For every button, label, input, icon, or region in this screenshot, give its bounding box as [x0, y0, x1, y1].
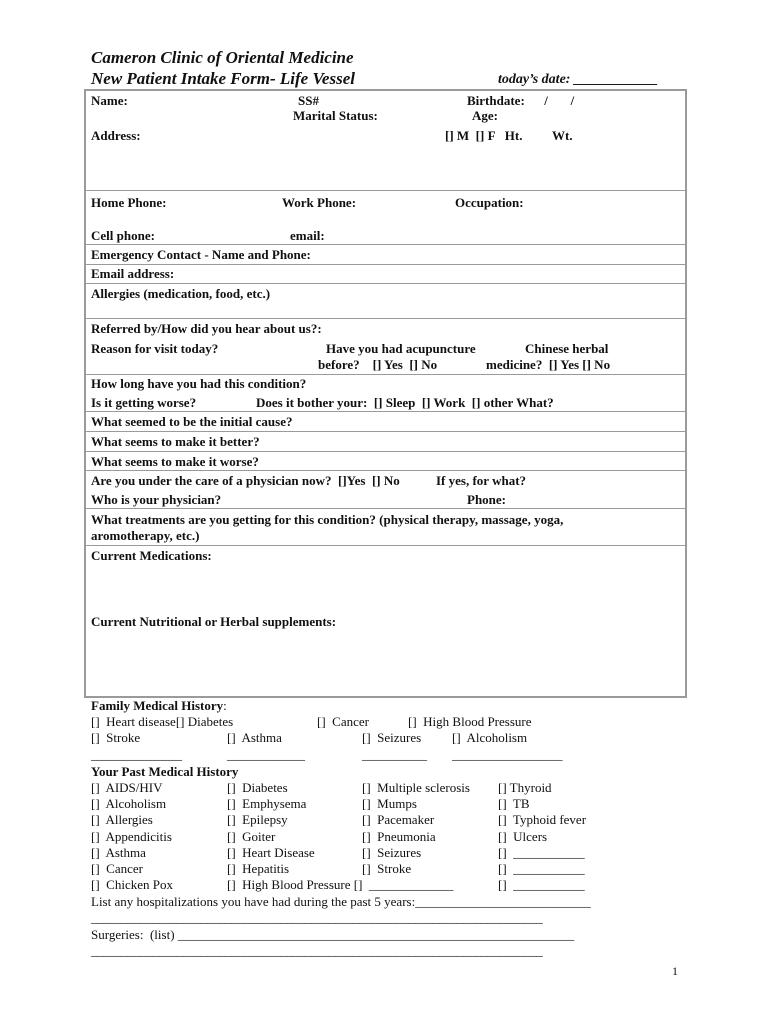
past-item[interactable]: [] Seizures	[362, 845, 422, 860]
page-number: 1	[672, 964, 678, 978]
divider	[85, 470, 686, 471]
medications-field[interactable]: Current Medications:	[91, 548, 212, 563]
family-high-blood-pressure[interactable]: [] High Blood Pressure	[408, 714, 532, 729]
patient-info-box	[84, 89, 687, 698]
acupuncture-checkboxes[interactable]: before? [] Yes [] No	[318, 357, 438, 372]
divider	[85, 318, 686, 319]
past-item[interactable]: [] Emphysema	[227, 796, 307, 811]
family-blank[interactable]: ______________	[91, 747, 182, 762]
worse-field[interactable]: What seems to make it worse?	[91, 454, 259, 469]
condition-duration-field[interactable]: How long have you had this condition?	[91, 376, 307, 391]
past-item[interactable]: [] Chicken Pox	[91, 877, 173, 892]
past-item[interactable]: [] Cancer	[91, 861, 143, 876]
past-item[interactable]: [] Mumps	[362, 796, 417, 811]
physician-care-checkboxes[interactable]: Are you under the care of a physician now? []Yes [] No	[91, 473, 400, 488]
family-alcoholism[interactable]: [] Alcoholism	[452, 730, 528, 745]
family-blank[interactable]: __________	[362, 747, 427, 762]
hospitalizations-line[interactable]: __________________________________________________________________________	[91, 910, 543, 925]
divider	[85, 283, 686, 284]
divider	[85, 508, 686, 509]
getting-worse-field[interactable]: Is it getting worse?	[91, 395, 197, 410]
supplements-field[interactable]: Current Nutritional or Herbal supplements:	[91, 614, 337, 629]
email-address-field[interactable]: Email address:	[91, 266, 175, 281]
past-item[interactable]: [] Ulcers	[498, 829, 548, 844]
past-item[interactable]: [] Epilepsy	[227, 812, 288, 827]
divider	[85, 190, 686, 191]
past-history-heading: Your Past Medical History	[91, 764, 239, 779]
cell-phone-field[interactable]: Cell phone:	[91, 228, 155, 243]
work-phone-field[interactable]: Work Phone:	[282, 195, 357, 210]
age-field[interactable]: Age:	[472, 108, 498, 123]
past-item[interactable]: [] High Blood Pressure [] _____________	[227, 877, 454, 892]
clinic-name: Cameron Clinic of Oriental Medicine	[91, 48, 354, 67]
past-item[interactable]: [] Goiter	[227, 829, 276, 844]
todays-date-field[interactable]: today’s date: ____________	[498, 72, 658, 87]
family-asthma[interactable]: [] Asthma	[227, 730, 282, 745]
emergency-contact-field[interactable]: Emergency Contact - Name and Phone:	[91, 247, 311, 262]
ss-field[interactable]: SS#	[298, 93, 319, 108]
family-blank[interactable]: _________________	[452, 747, 563, 762]
divider	[85, 451, 686, 452]
initial-cause-field[interactable]: What seemed to be the initial cause?	[91, 414, 293, 429]
past-item[interactable]: [] Multiple sclerosis	[362, 780, 470, 795]
sex-height-field[interactable]: [] M [] F Ht.	[445, 128, 523, 143]
physician-phone-field[interactable]: Phone:	[467, 492, 506, 507]
past-item[interactable]: [] Thyroid	[498, 780, 552, 795]
past-item[interactable]: [] Diabetes	[227, 780, 288, 795]
family-blank[interactable]: ____________	[227, 747, 305, 762]
past-item[interactable]: [] Typhoid fever	[498, 812, 587, 827]
name-field[interactable]: Name:	[91, 93, 128, 108]
weight-field[interactable]: Wt.	[552, 128, 573, 143]
divider	[85, 545, 686, 546]
past-item[interactable]: [] Allergies	[91, 812, 153, 827]
treatments-field[interactable]: What treatments are you getting for this condition? (physical therapy, massage, yoga,	[91, 512, 564, 527]
address-field[interactable]: Address:	[91, 128, 141, 143]
past-item[interactable]: [] Pneumonia	[362, 829, 436, 844]
form-title: New Patient Intake Form- Life Vessel	[91, 69, 355, 88]
past-item[interactable]: [] Asthma	[91, 845, 146, 860]
allergies-field[interactable]: Allergies (medication, food, etc.)	[91, 286, 271, 301]
divider	[85, 411, 686, 412]
divider	[85, 374, 686, 375]
divider	[85, 244, 686, 245]
home-phone-field[interactable]: Home Phone:	[91, 195, 167, 210]
reason-for-visit-field[interactable]: Reason for visit today?	[91, 341, 219, 356]
family-stroke[interactable]: [] Stroke	[91, 730, 141, 745]
referred-by-field[interactable]: Referred by/How did you hear about us?:	[91, 321, 322, 336]
past-item[interactable]: [] Alcoholism	[91, 796, 167, 811]
past-item[interactable]: [] ___________	[498, 877, 585, 892]
family-cancer[interactable]: [] Cancer	[317, 714, 369, 729]
surgeries-field[interactable]: Surgeries: (list) _____________________________________________________________	[91, 927, 575, 942]
family-history-heading: Family Medical History:	[91, 698, 227, 713]
past-item[interactable]: [] AIDS/HIV	[91, 780, 163, 795]
family-seizures[interactable]: [] Seizures	[362, 730, 422, 745]
treatments-field-cont: aromotherapy, etc.)	[91, 528, 200, 543]
marital-status-field[interactable]: Marital Status:	[293, 108, 378, 123]
email-field[interactable]: email:	[290, 228, 325, 243]
birthdate-field[interactable]: Birthdate: / /	[467, 93, 575, 108]
herbal-question: Chinese herbal	[525, 341, 609, 356]
divider	[85, 431, 686, 432]
past-item[interactable]: [] TB	[498, 796, 530, 811]
occupation-field[interactable]: Occupation:	[455, 195, 524, 210]
acupuncture-question: Have you had acupuncture	[326, 341, 476, 356]
surgeries-line[interactable]: __________________________________________________________________________	[91, 943, 543, 958]
physician-field[interactable]: Who is your physician?	[91, 492, 222, 507]
past-item[interactable]: [] Stroke	[362, 861, 412, 876]
better-field[interactable]: What seems to make it better?	[91, 434, 260, 449]
past-item[interactable]: [] ___________	[498, 845, 585, 860]
bother-checkboxes[interactable]: Does it bother your: [] Sleep [] Work [] other What?	[256, 395, 554, 410]
past-item[interactable]: [] ___________	[498, 861, 585, 876]
past-item[interactable]: [] Heart Disease	[227, 845, 315, 860]
hospitalizations-field[interactable]: List any hospitalizations you have had during the past 5 years:___________________________	[91, 894, 591, 909]
past-item[interactable]: [] Pacemaker	[362, 812, 435, 827]
past-item[interactable]: [] Hepatitis	[227, 861, 290, 876]
past-item[interactable]: [] Appendicitis	[91, 829, 172, 844]
herbal-checkboxes[interactable]: medicine? [] Yes [] No	[486, 357, 611, 372]
family-heart-diabetes[interactable]: [] Heart disease[] Diabetes	[91, 714, 234, 729]
if-yes-field[interactable]: If yes, for what?	[436, 473, 527, 488]
divider	[85, 264, 686, 265]
